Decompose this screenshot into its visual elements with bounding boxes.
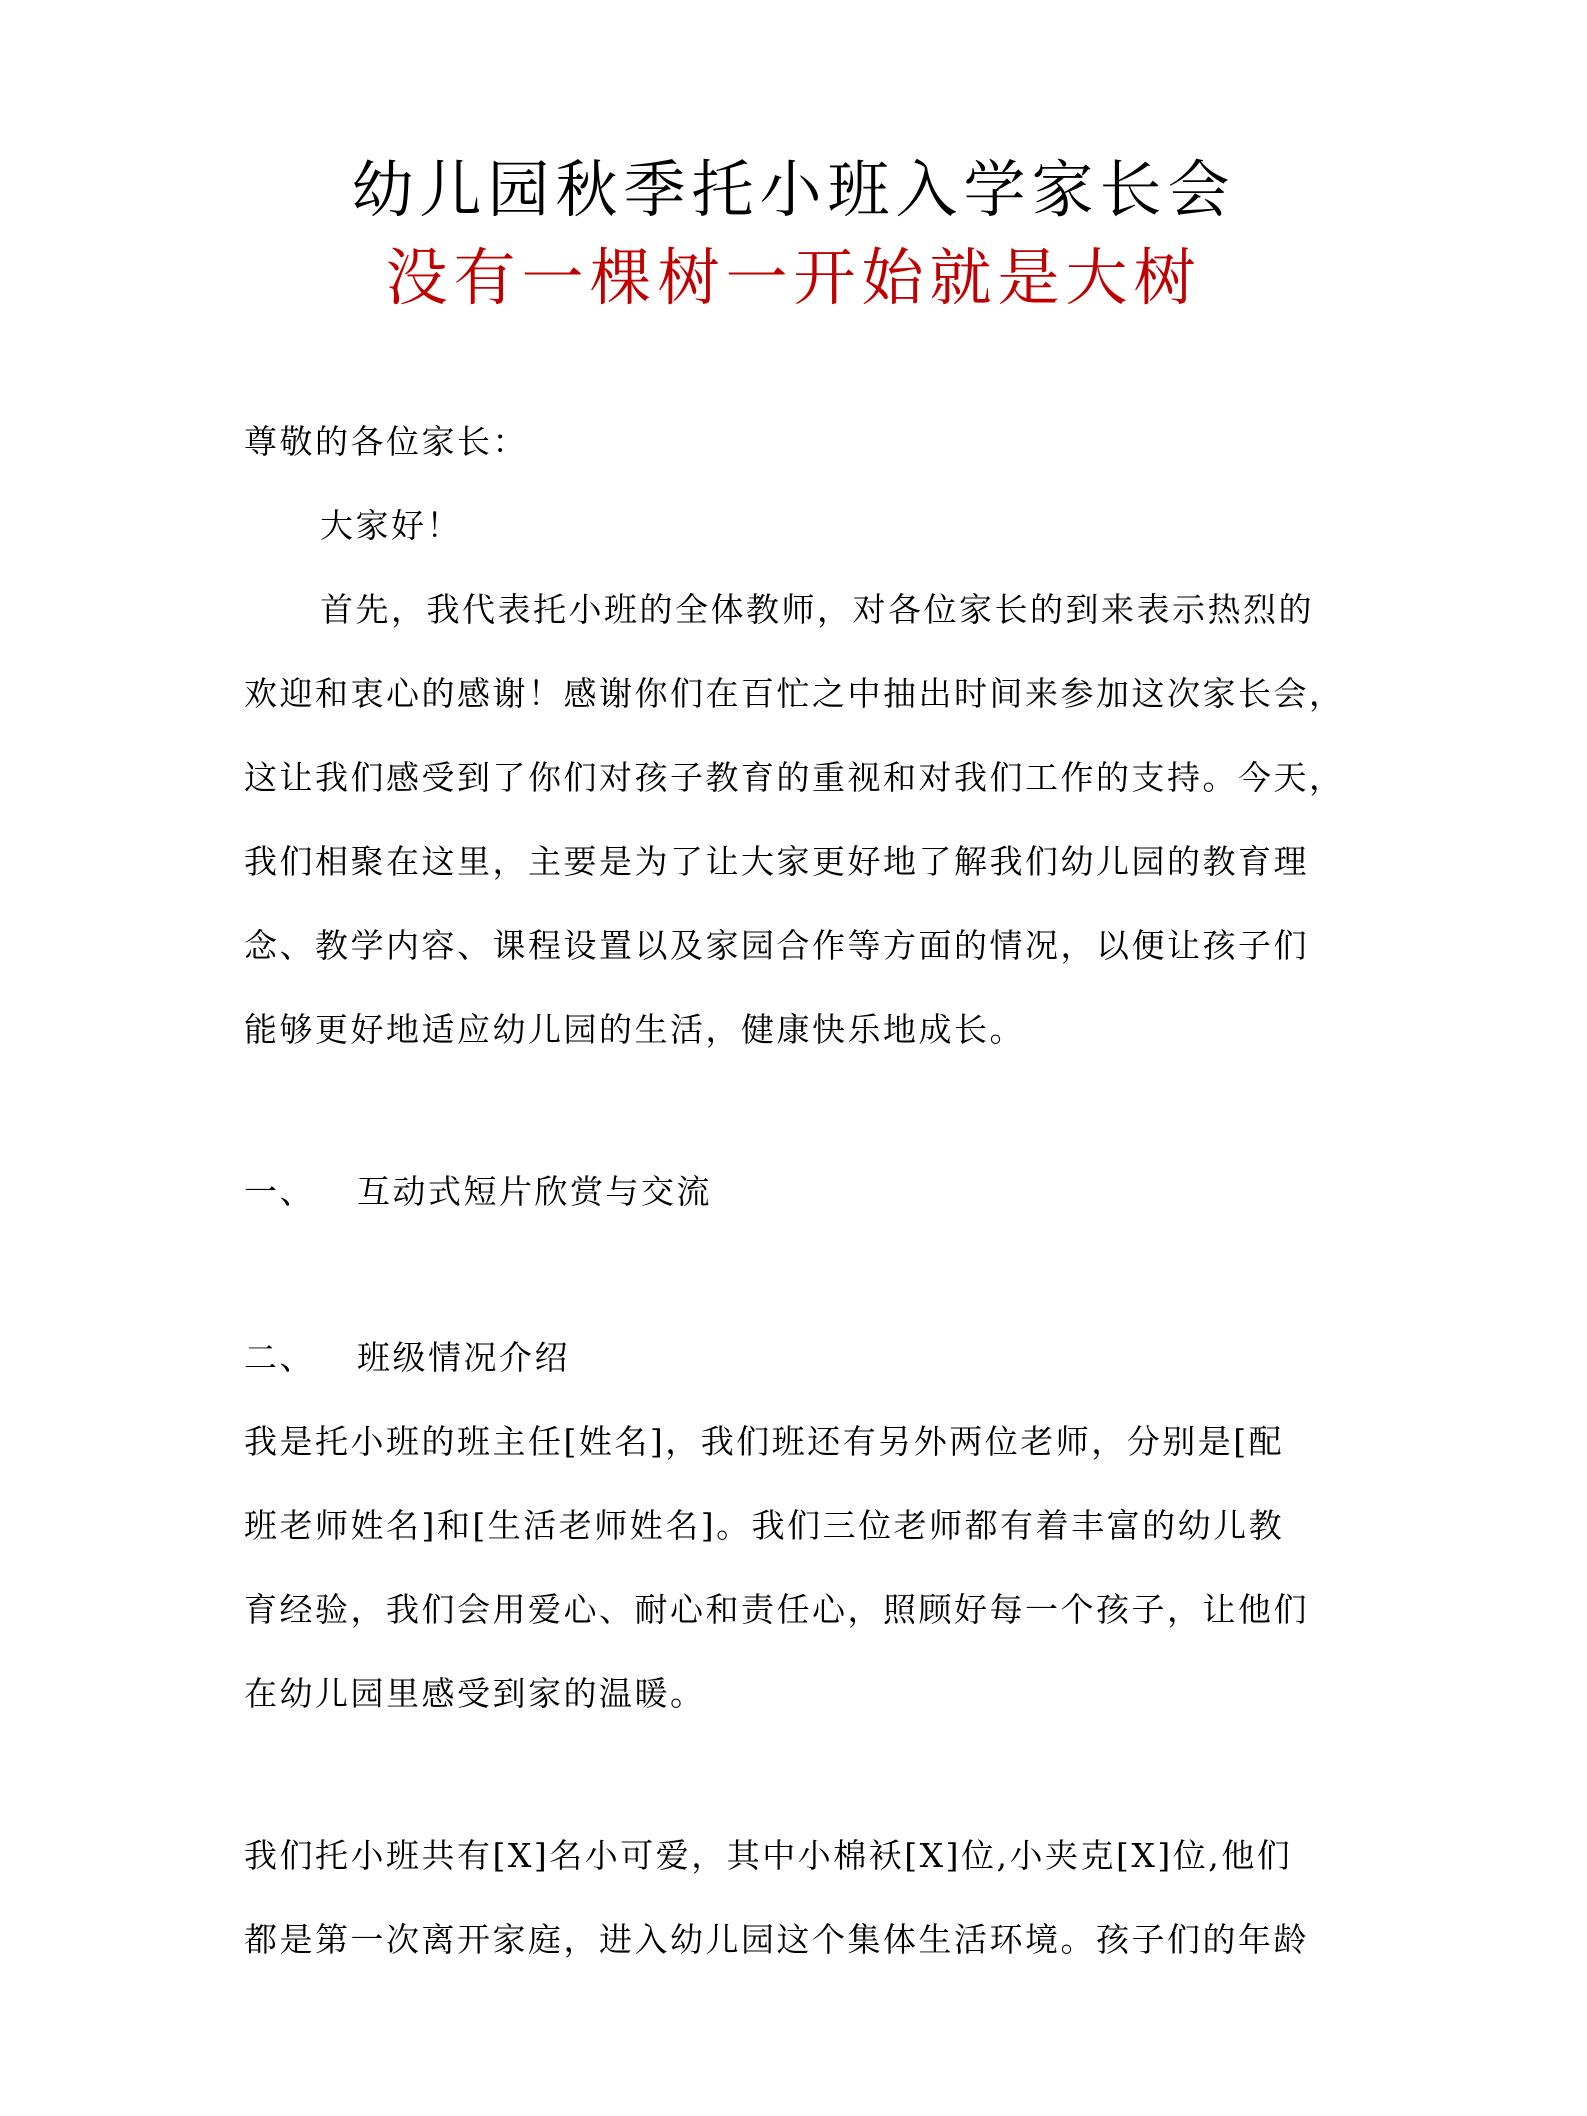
section-number: 二、 [244, 1338, 315, 1377]
paragraph-line: 班老师姓名]和[生活老师姓名]。我们三位老师都有着丰富的幼儿教 [244, 1506, 1285, 1545]
greeting: 大家好！ [320, 506, 462, 545]
paragraph-line: 能够更好地适应幼儿园的生活，健康快乐地成长。 [244, 1010, 1025, 1049]
paragraph-line: 欢迎和衷心的感谢！感谢你们在百忙之中抽出时间来参加这次家长会， [244, 674, 1345, 713]
paragraph-line: 都是第一次离开家庭，进入幼儿园这个集体生活环境。孩子们的年龄 [244, 1920, 1309, 1959]
paragraph-line: 在幼儿园里感受到家的温暖。 [244, 1674, 706, 1713]
paragraph-line: 育经验，我们会用爱心、耐心和责任心，照顾好每一个孩子，让他们 [244, 1590, 1309, 1629]
section-title: 班级情况介绍 [357, 1338, 570, 1377]
section-heading-1 [244, 1170, 712, 1214]
paragraph-line: 念、教学内容、课程设置以及家园合作等方面的情况，以便让孩子们 [244, 926, 1309, 965]
paragraph-line: 我是托小班的班主任[姓名]，我们班还有另外两位老师，分别是[配 [244, 1422, 1285, 1461]
section-number: 一、 [244, 1172, 315, 1211]
salutation: 尊敬的各位家长： [244, 422, 528, 461]
paragraph-line: 我们相聚在这里，主要是为了让大家更好地了解我们幼儿园的教育理 [244, 842, 1309, 881]
document-subtitle: 没有一棵树一开始就是大树 [385, 241, 1202, 314]
paragraph-line: 首先，我代表托小班的全体教师，对各位家长的到来表示热烈的 [320, 590, 1314, 629]
section-heading-2 [244, 1336, 570, 1380]
paragraph-line: 我们托小班共有[X]名小可爱，其中小棉袄[X]位,小夹克[X]位,他们 [244, 1836, 1293, 1875]
paragraph-line: 这让我们感受到了你们对孩子教育的重视和对我们工作的支持。今天， [244, 758, 1345, 797]
section-title: 互动式短片欣赏与交流 [357, 1172, 712, 1211]
document-title: 幼儿园秋季托小班入学家长会 [351, 153, 1236, 226]
